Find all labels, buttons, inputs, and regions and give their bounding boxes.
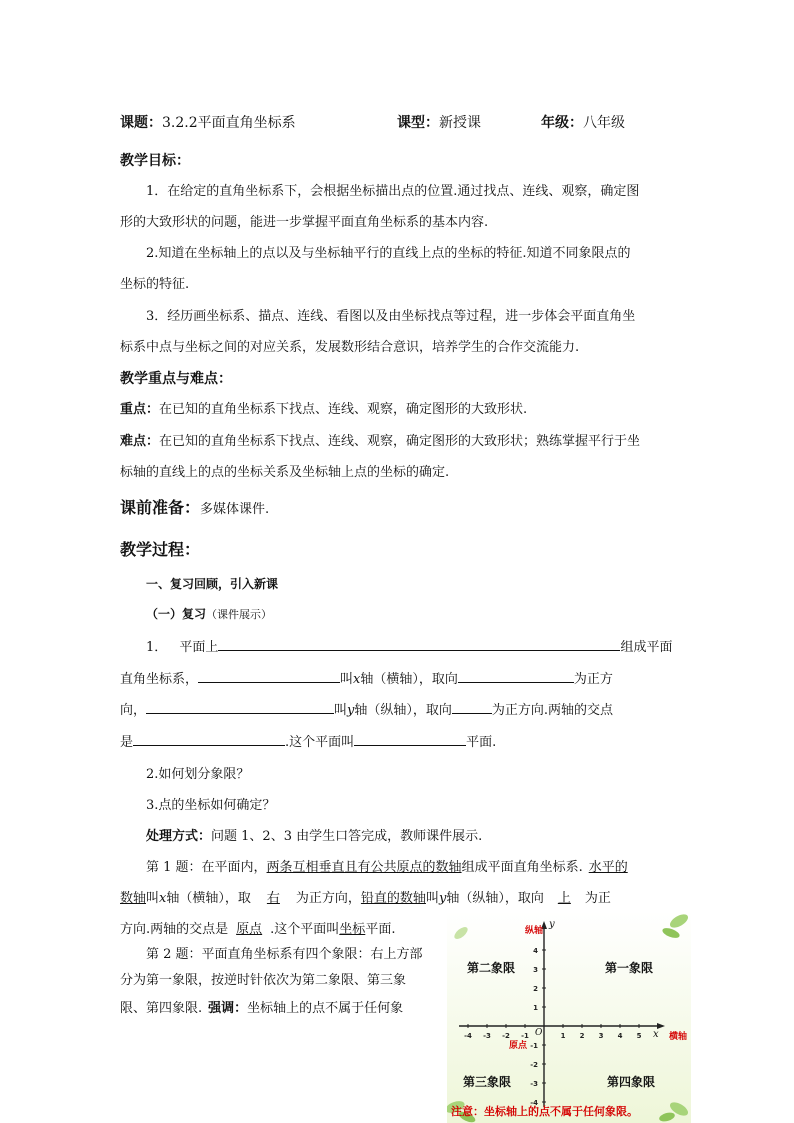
q1-blank-4[interactable] (146, 699, 334, 714)
x-tick-label: 5 (636, 1032, 642, 1040)
grade-value: 八年级 (583, 115, 625, 131)
q1-line-4 (120, 731, 496, 750)
y-tick-label: 4 (533, 947, 538, 955)
a1-14: 轴（纵轴），取向 (446, 891, 544, 906)
y-tick-label: 3 (533, 966, 538, 974)
q1-line-3 (120, 699, 613, 718)
origin-letter: O (535, 1028, 543, 1038)
topic-label: 课题： (120, 115, 162, 131)
answer-2-line-2: 分为第一象限，按逆时针依次为第二象限、第三象 (120, 973, 407, 988)
a1-9: 右 (266, 891, 280, 906)
a1-17: 方向.两轴的交点是 (120, 922, 229, 937)
a1-11: 铅直的数轴 (360, 891, 426, 906)
question-2: 2.如何划分象限？ (146, 767, 250, 782)
difficulty-text-2: 标轴的直线上的点的坐标关系及坐标轴上点的坐标的确定. (120, 465, 450, 480)
type-value: 新授课 (439, 115, 481, 131)
a1-21: 平面. (365, 922, 396, 937)
q1-blank-6[interactable] (133, 731, 285, 746)
q1-line-2 (120, 668, 613, 687)
a1-16: 为正 (584, 891, 611, 906)
type-label: 课型： (397, 115, 439, 131)
key-points-heading: 教学重点与难点： (120, 371, 232, 387)
a1-15: 上 (557, 891, 571, 906)
a1-12: 叫 (425, 891, 439, 906)
coordinate-plane-svg (447, 911, 691, 1123)
x-tick-label: -1 (521, 1032, 529, 1040)
coordinate-figure (447, 911, 691, 1123)
x-tick-label: 2 (579, 1032, 585, 1040)
q1-x: x (353, 672, 361, 687)
method-label: 处理方式： (146, 829, 212, 844)
key-point-label: 重点： (120, 402, 160, 417)
objective-3-line-1: 3．经历画坐标系、描点、连线、看图以及由坐标找点等过程，进一步体会平面直角坐 (146, 309, 636, 324)
subsection-review (146, 605, 272, 622)
section-review: 一、复习回顾，引入新课 (146, 577, 279, 591)
q1-num: 1． (146, 640, 168, 655)
prep-value: 多媒体课件. (200, 502, 270, 517)
y-axis-letter: y (549, 919, 555, 930)
q1-text-i: 轴（纵轴），取向 (354, 703, 452, 718)
a1-4: 水平的 (588, 860, 628, 875)
a1-19: .这个平面叫 (270, 922, 340, 937)
y-axis-name: 纵轴 (525, 926, 544, 936)
a1-6: 叫 (146, 891, 160, 906)
y-tick-label: 2 (533, 985, 538, 993)
topic-value: 3.2.2平面直角坐标系 (162, 115, 296, 131)
a2-3a: 限、第四象限. (120, 1001, 203, 1016)
a1-7: x (159, 891, 167, 906)
y-tick-label: -4 (530, 1099, 538, 1107)
type-row (397, 112, 481, 132)
quadrant-2-label: 第二象限 (467, 961, 516, 975)
key-point-text: 在已知的直角坐标系下找点、连线、观察，确定图形的大致形状. (159, 402, 528, 417)
a1-3: 组成平面直角坐标系. (461, 860, 583, 875)
q1-text-e: 轴（横轴），取向 (360, 672, 458, 687)
q1-y: y (347, 703, 355, 718)
q1-blank-7[interactable] (354, 731, 466, 746)
q1-text-c: 直角坐标系， (120, 672, 199, 687)
x-tick-label: -3 (483, 1032, 491, 1040)
quadrant-3-label: 第三象限 (463, 1075, 512, 1089)
x-tick-label: 3 (598, 1032, 604, 1040)
grade-label: 年级： (541, 115, 583, 131)
answer-1-line-2 (120, 887, 611, 906)
answer-2-line-1: 第 2 题：平面直角坐标系有四个象限：右上方部 (146, 947, 423, 962)
quadrant-4-label: 第四象限 (607, 1075, 656, 1089)
process-heading: 教学过程： (120, 540, 201, 559)
method-row (146, 825, 482, 844)
x-axis-name: 横轴 (669, 1032, 688, 1042)
x-tick-label: -4 (464, 1032, 472, 1040)
q1-text-k: 是 (120, 735, 134, 750)
a1-18: 原点 (236, 922, 263, 937)
objectives-heading: 教学目标： (120, 153, 190, 169)
subsection-label: （一）复习 (146, 607, 207, 621)
q1-text-f: 为正方 (573, 672, 613, 687)
objective-2-line-2: 坐标的特征. (120, 277, 190, 292)
grade-row (541, 112, 625, 132)
answer-1-line-3 (120, 918, 395, 937)
q1-line-1 (146, 636, 672, 655)
y-tick-label: 1 (533, 1004, 538, 1012)
a2-3b: 强调： (208, 1001, 248, 1016)
a2-3c: 坐标轴上的点不属于任何象 (247, 1001, 404, 1016)
q1-text-j: 为正方向.两轴的交点 (491, 703, 614, 718)
y-tick-label: -2 (530, 1061, 538, 1069)
a1-1: 第 1 题：在平面内， (146, 860, 267, 875)
subsection-note: （课件展示） (206, 608, 273, 621)
q1-text-g: 向， (120, 703, 147, 718)
objective-3-line-2: 标系中点与坐标之间的对应关系，发展数形结合意识，培养学生的合作交流能力. (120, 340, 580, 355)
a1-10: 为正方向， (295, 891, 361, 906)
y-tick-label: -3 (530, 1080, 538, 1088)
a1-8: 轴（横轴），取 (166, 891, 251, 906)
a1-2: 两条互相垂直且有公共原点的数轴 (266, 860, 462, 875)
objective-2-line-1: 2.知道在坐标轴上的点以及与坐标轴平行的直线上点的坐标的特征.知道不同象限点的 (146, 246, 631, 261)
q1-blank-2[interactable] (198, 668, 340, 683)
quadrant-1-label: 第一象限 (605, 961, 654, 975)
difficulty-label: 难点： (120, 434, 160, 449)
a1-5: 数轴 (120, 891, 147, 906)
key-point-row (120, 398, 527, 417)
method-text: 问题 1、2、3 由学生口答完成，教师课件展示. (211, 829, 483, 844)
objective-1-line-1: 1．在给定的直角坐标系下，会根据坐标描出点的位置.通过找点、连线、观察，确定图 (146, 184, 640, 199)
question-3: 3.点的坐标如何确定？ (146, 798, 276, 813)
difficulty-text-1: 在已知的直角坐标系下找点、连线、观察，确定图形的大致形状；熟练掌握平行于坐 (159, 434, 641, 449)
answer-1-line-1 (146, 856, 628, 875)
header-row (120, 112, 296, 132)
x-tick-label: 1 (560, 1032, 566, 1040)
q1-text-h: 叫 (334, 703, 348, 718)
figure-background (447, 911, 691, 1123)
x-tick-label: -2 (502, 1032, 510, 1040)
y-tick-label: -1 (530, 1042, 538, 1050)
q1-text-m: 平面. (466, 735, 497, 750)
origin-label: 原点 (509, 1041, 528, 1051)
a1-20: 坐标 (339, 922, 366, 937)
q1-blank-3[interactable] (458, 668, 574, 683)
x-tick-label: 4 (617, 1032, 623, 1040)
q1-blank-5[interactable] (452, 699, 492, 714)
q1-text-b: 组成平面 (620, 640, 673, 655)
q1-text-d: 叫 (340, 672, 354, 687)
prep-row (120, 495, 269, 518)
q1-text-a: 平面上 (179, 640, 219, 655)
q1-text-l: .这个平面叫 (285, 735, 355, 750)
x-axis-letter: x (653, 1029, 659, 1040)
difficulty-row (120, 430, 640, 449)
a1-13: y (438, 891, 447, 906)
answer-2-line-3 (120, 997, 403, 1016)
objective-1-line-2: 形的大致形状的问题，能进一步掌握平面直角坐标系的基本内容. (120, 215, 489, 230)
figure-note: 注意：坐标轴上的点不属于任何象限。 (451, 1105, 638, 1118)
q1-blank-1[interactable] (218, 636, 620, 651)
prep-label: 课前准备： (120, 498, 201, 517)
